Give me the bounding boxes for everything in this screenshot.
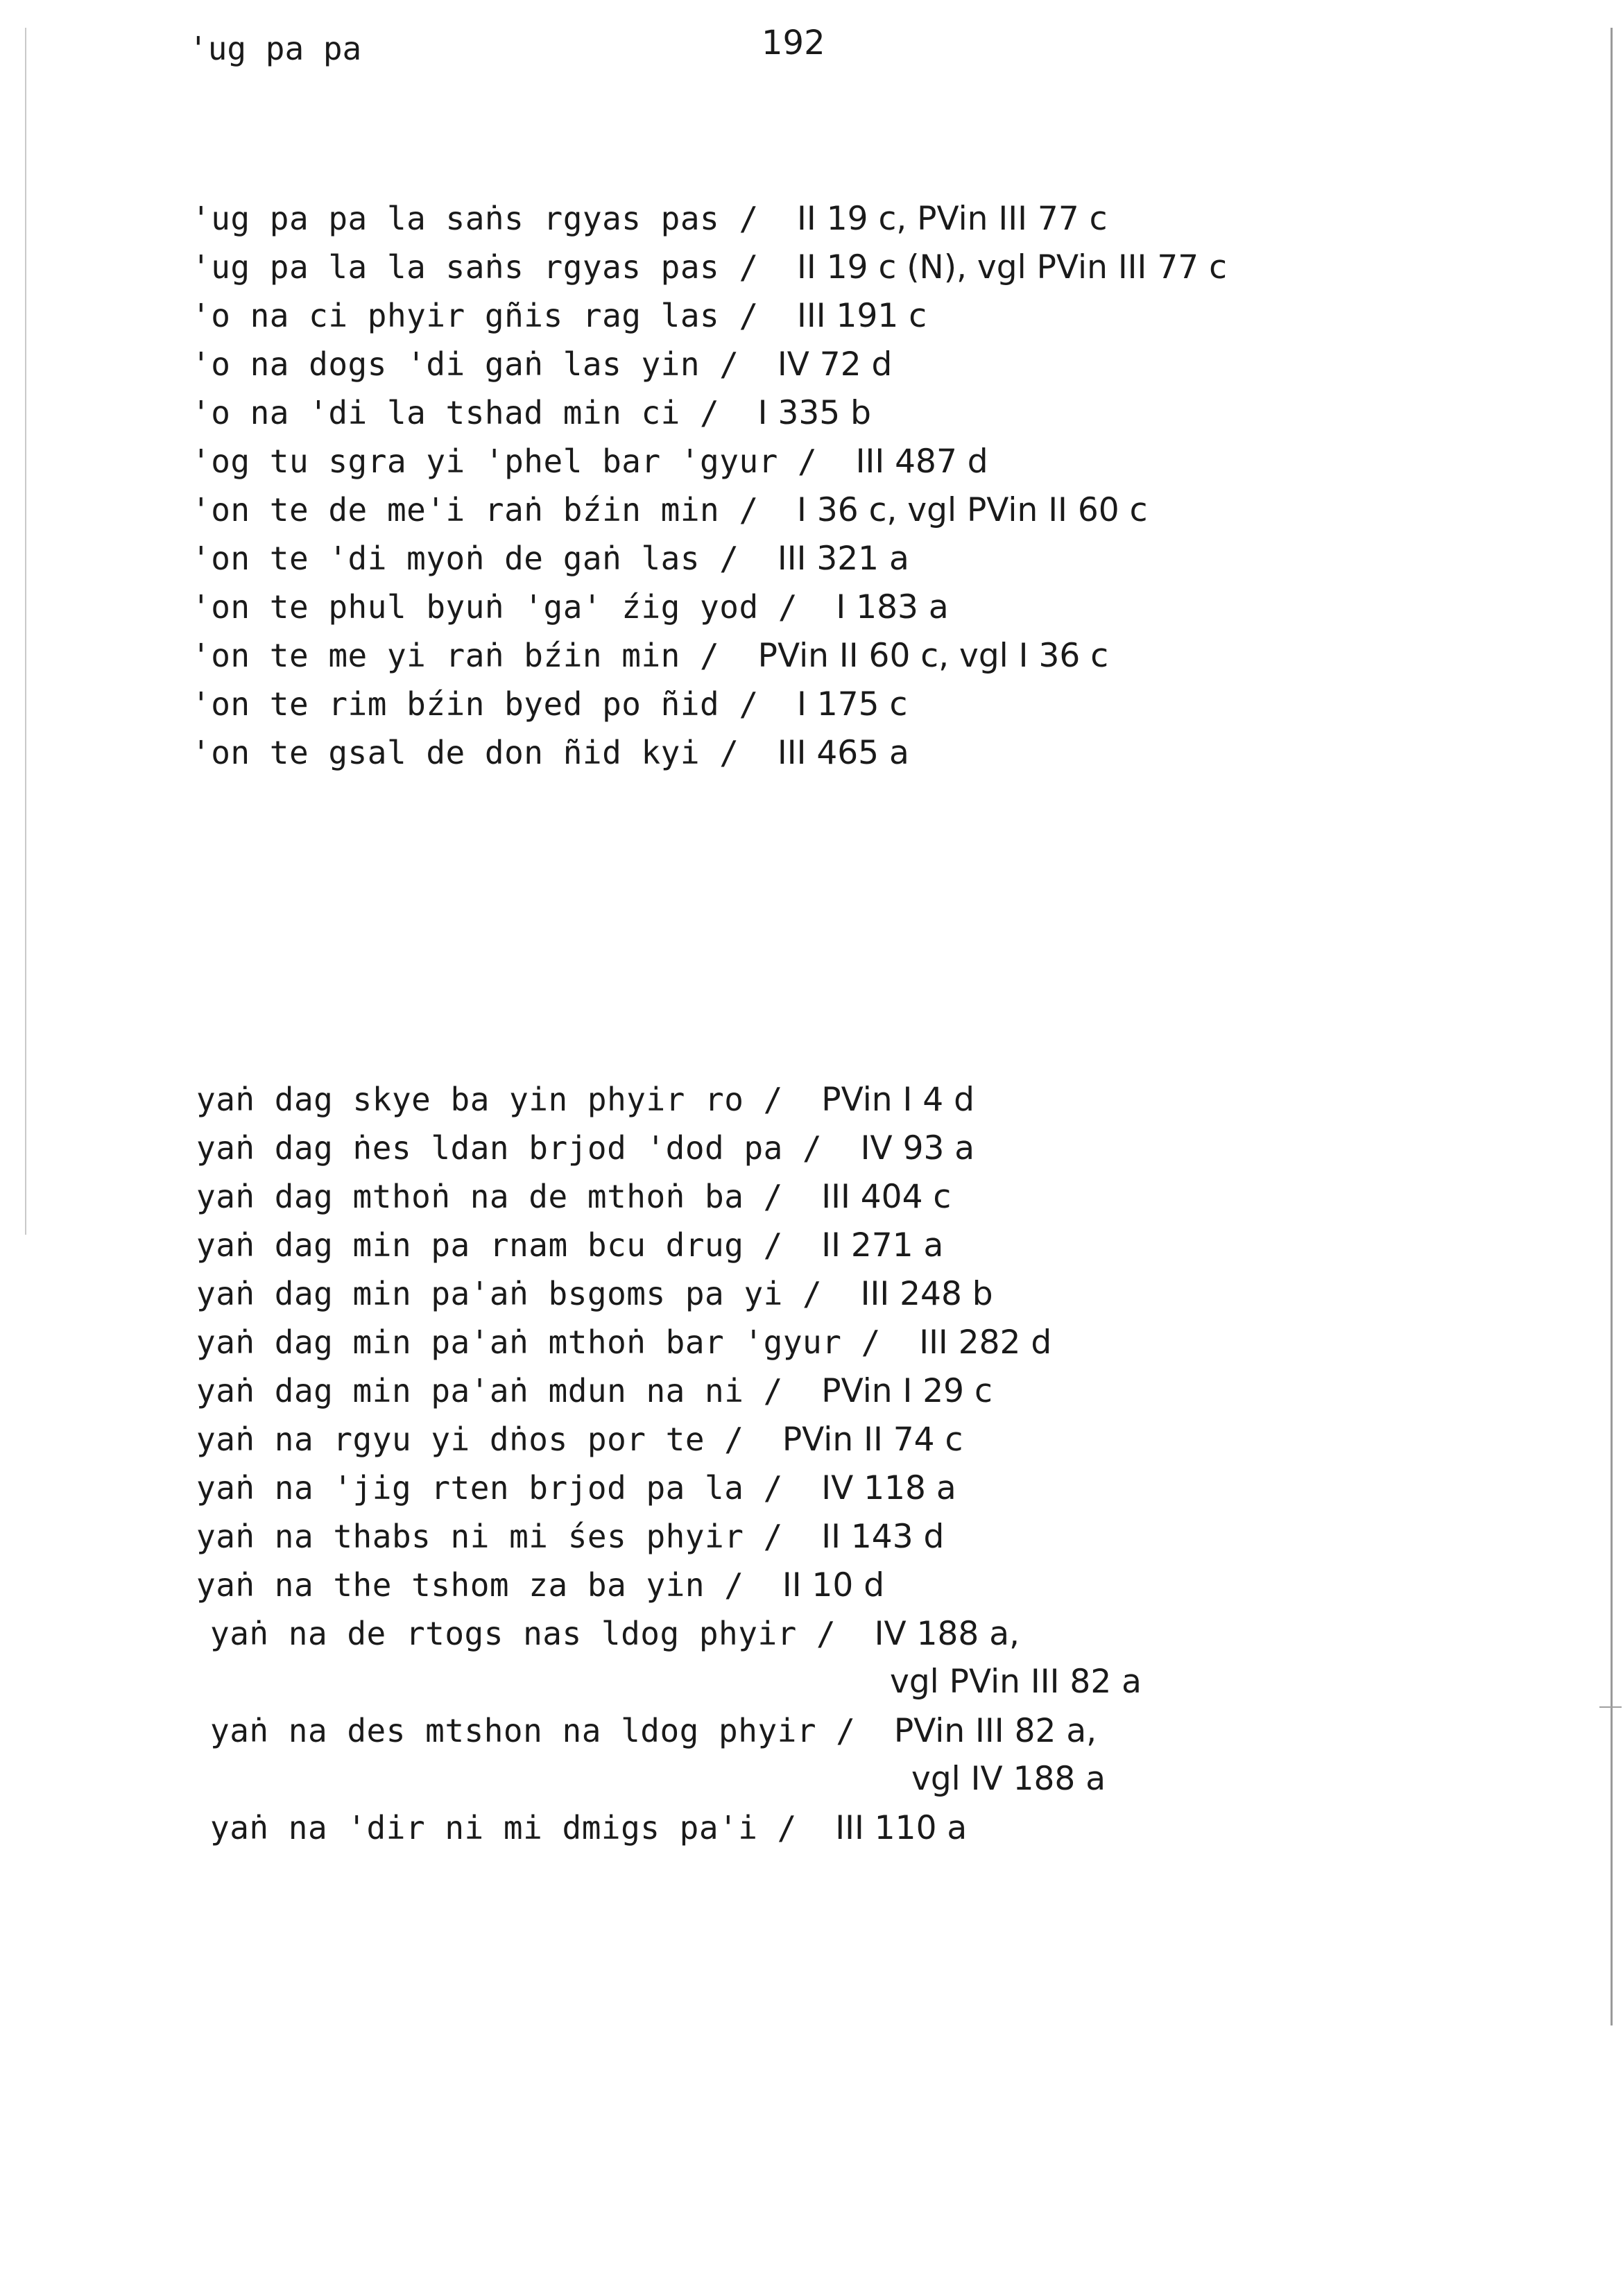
page-number: 192	[762, 24, 825, 62]
index-entry	[196, 1269, 1097, 1318]
index-entry	[196, 1415, 1097, 1464]
verse-reference: III 465 a	[777, 734, 909, 772]
verse-text: yaṅ dag min pa'aṅ mdun na ni /	[196, 1372, 783, 1410]
index-entry	[191, 388, 1227, 437]
index-entry	[191, 243, 1227, 291]
verse-reference: II 10 d	[782, 1566, 885, 1604]
verse-reference: I 175 c	[797, 685, 908, 723]
verse-text: yaṅ na de rtogs nas ldog phyir /	[210, 1615, 836, 1652]
index-entry	[196, 1804, 1097, 1852]
index-entry	[196, 1561, 1097, 1609]
index-entry	[191, 534, 1227, 583]
verse-text: 'on te phul byuṅ 'ga' źig yod /	[191, 588, 798, 626]
verse-reference: II 271 a	[821, 1226, 944, 1265]
index-entry	[191, 291, 1227, 340]
verse-text: yaṅ na 'dir ni mi dmigs pa'i /	[210, 1809, 797, 1847]
verse-reference: PVin I 29 c	[821, 1372, 993, 1410]
index-block-o	[191, 194, 1227, 777]
margin-tick	[1599, 1706, 1622, 1708]
verse-text: 'og tu sgra yi 'phel bar 'gyur /	[191, 443, 818, 480]
page-left-edge	[25, 28, 26, 1235]
index-entry	[191, 583, 1227, 631]
verse-text: yaṅ dag min pa'aṅ bsgoms pa yi /	[196, 1275, 823, 1312]
index-block-y	[196, 1075, 1097, 1852]
index-entry	[191, 486, 1227, 534]
verse-reference: I 36 c, vgl PVin II 60 c	[797, 491, 1148, 529]
verse-reference: PVin I 4 d	[821, 1081, 974, 1119]
verse-reference: III 191 c	[797, 297, 927, 335]
index-entry	[196, 1172, 1097, 1221]
verse-reference: IV 93 a	[860, 1129, 975, 1167]
index-entry	[196, 1464, 1097, 1512]
index-entry	[191, 728, 1227, 777]
verse-reference: III 321 a	[777, 540, 909, 578]
verse-text: yaṅ na rgyu yi dṅos por te /	[196, 1421, 744, 1458]
index-entry	[196, 1075, 1097, 1124]
verse-reference: I 183 a	[836, 588, 949, 626]
verse-text: yaṅ dag ṅes ldan brjod 'dod pa /	[196, 1129, 823, 1167]
verse-text: 'on te 'di myoṅ de gaṅ las /	[191, 540, 739, 577]
verse-reference: III 404 c	[821, 1178, 952, 1216]
index-entry	[196, 1318, 1097, 1367]
verse-reference: III 487 d	[855, 443, 988, 481]
index-entry	[191, 340, 1227, 388]
verse-text: 'on te gsal de don ñid kyi /	[191, 734, 739, 771]
verse-text: yaṅ dag skye ba yin phyir ro /	[196, 1081, 783, 1118]
verse-reference: PVin II 60 c, vgl I 36 c	[757, 637, 1109, 675]
verse-reference: PVin II 74 c	[782, 1421, 963, 1459]
verse-reference: III 110 a	[835, 1809, 968, 1847]
verse-reference-continuation: vgl IV 188 a	[911, 1760, 1106, 1798]
page-right-edge	[1611, 28, 1613, 2025]
index-entry	[191, 680, 1227, 728]
index-entry	[196, 1367, 1097, 1415]
verse-text: yaṅ dag min pa rnam bcu drug /	[196, 1226, 783, 1264]
verse-reference: II 19 c, PVin III 77 c	[797, 200, 1108, 238]
verse-reference-continuation: vgl PVin III 82 a	[890, 1663, 1142, 1701]
verse-text: yaṅ na 'jig rten brjod pa la /	[196, 1469, 783, 1507]
verse-text: 'on te me yi raṅ bźin min /	[191, 637, 720, 674]
running-head: 'ug pa pa	[189, 30, 362, 67]
index-entry	[191, 194, 1227, 243]
verse-text: 'o na ci phyir gñis rag las /	[191, 297, 759, 334]
verse-text: yaṅ na thabs ni mi śes phyir /	[196, 1518, 783, 1555]
verse-text: 'on te rim bźin byed po ñid /	[191, 685, 759, 723]
verse-text: 'o na 'di la tshad min ci /	[191, 394, 720, 431]
verse-text: 'ug pa pa la saṅs rgyas pas /	[191, 200, 759, 237]
verse-reference: IV 188 a,	[874, 1615, 1020, 1653]
verse-reference: II 143 d	[821, 1518, 945, 1556]
verse-text: 'ug pa la la saṅs rgyas pas /	[191, 248, 759, 286]
verse-reference: I 335 b	[757, 394, 871, 432]
index-entry	[191, 631, 1227, 680]
index-entry	[196, 1221, 1097, 1269]
verse-reference: II 19 c (N), vgl PVin III 77 c	[797, 248, 1227, 286]
verse-text: yaṅ dag min pa'aṅ mthoṅ bar 'gyur /	[196, 1323, 881, 1361]
verse-text: 'on te de me'i raṅ bźin min /	[191, 491, 759, 529]
verse-reference: IV 118 a	[821, 1469, 956, 1507]
index-entry	[191, 437, 1227, 486]
index-entry	[196, 1124, 1097, 1172]
verse-text: yaṅ na the tshom za ba yin /	[196, 1566, 744, 1604]
verse-reference: PVin III 82 a,	[893, 1712, 1097, 1750]
verse-text: yaṅ dag mthoṅ na de mthoṅ ba /	[196, 1178, 783, 1215]
verse-reference: III 282 d	[919, 1323, 1052, 1362]
verse-text: yaṅ na des mtshon na ldog phyir /	[210, 1712, 856, 1749]
verse-reference: IV 72 d	[777, 345, 893, 384]
index-entry	[196, 1512, 1097, 1561]
verse-reference: III 248 b	[860, 1275, 993, 1313]
verse-text: 'o na dogs 'di gaṅ las yin /	[191, 345, 739, 383]
